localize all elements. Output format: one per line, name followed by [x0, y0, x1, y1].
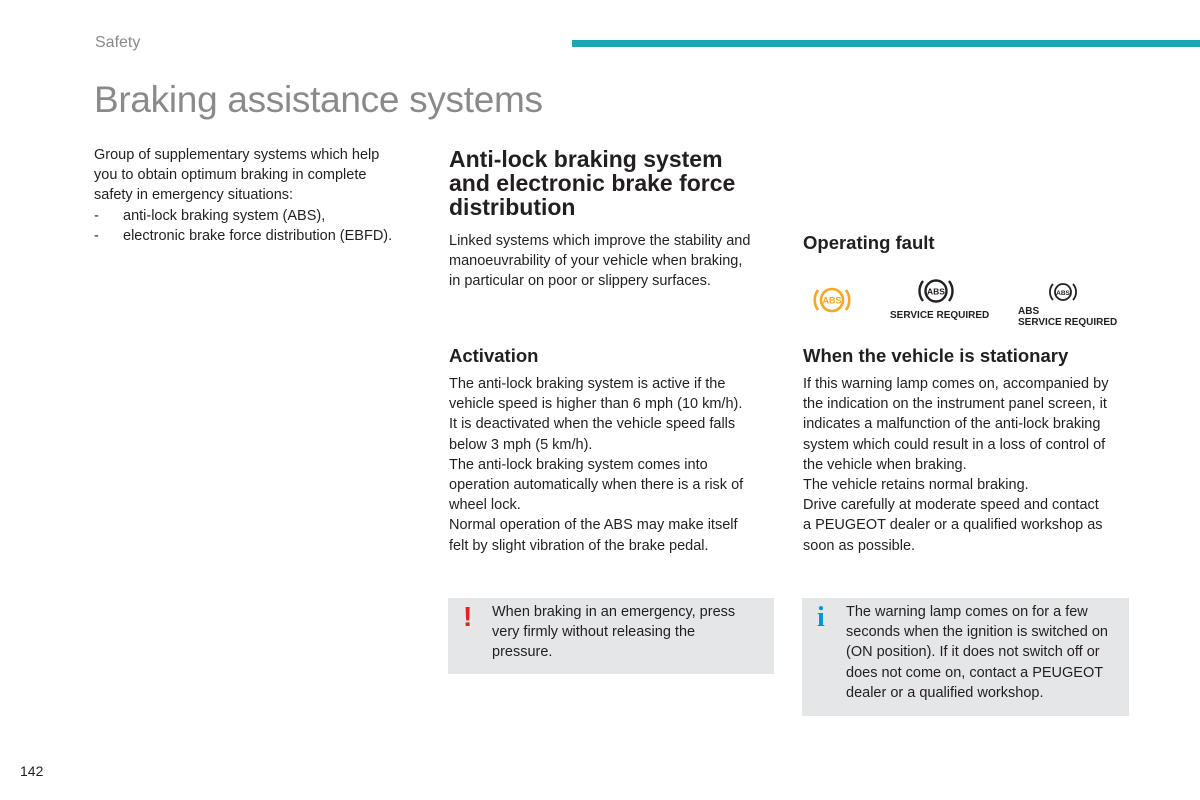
warning-note [448, 598, 774, 674]
text-line: the vehicle when braking. [803, 456, 967, 473]
list-dash: - [94, 207, 99, 224]
heading-line: and electronic brake force [449, 170, 736, 196]
intro-line: safety in emergency situations: [94, 187, 294, 204]
text-line: does not come on, contact a PEUGEOT [846, 664, 1104, 681]
text-line: If this warning lamp comes on, accompanied by [803, 376, 1109, 392]
text-line: When braking in an emergency, press [492, 604, 736, 620]
warning-note-text [492, 602, 735, 663]
text-line: The anti-lock braking system is active if the [449, 376, 726, 392]
intro-list [94, 206, 414, 246]
warning-icon: ! [463, 601, 473, 632]
lamp-caption: SERVICE REQUIRED [890, 310, 990, 321]
text-line: Normal operation of the ABS may make itself [449, 517, 738, 534]
section-label: Safety [95, 34, 141, 51]
text-line: felt by slight vibration of the brake pedal. [449, 537, 709, 554]
abs-section-heading [449, 147, 779, 219]
text-line: operation automatically when there is a risk of [449, 477, 744, 494]
lamp-label: ABS [822, 295, 842, 306]
intro-paragraph [94, 145, 414, 246]
text-line: very firmly without releasing the [492, 624, 696, 641]
info-icon: i [817, 602, 825, 633]
activation-heading: Activation [449, 345, 539, 366]
intro-line: you to obtain optimum braking in complete [94, 167, 367, 184]
text-line: below 3 mph (5 km/h). [449, 436, 593, 453]
text-line: The anti-lock braking system comes into [449, 456, 708, 473]
lamp-caption-line: ABS [1018, 306, 1040, 317]
abs-description [449, 231, 779, 292]
text-line: in particular on poor or slippery surfaces. [449, 273, 711, 290]
heading-line: distribution [449, 194, 576, 220]
header-accent-bar [572, 40, 1200, 47]
abs-warning-lamp-icon [811, 282, 853, 318]
info-note [802, 598, 1129, 716]
text-line: It is deactivated when the vehicle speed falls [449, 416, 736, 433]
lamp-caption [1018, 306, 1117, 328]
text-line: wheel lock. [449, 497, 521, 514]
text-line: indicates a malfunction of the anti-lock braking [803, 416, 1101, 433]
abs-service-lamp-icon [916, 274, 956, 308]
text-line: Drive carefully at moderate speed and contact [803, 497, 1099, 514]
text-line: The warning lamp comes on for a few [846, 604, 1088, 620]
stationary-text [803, 374, 1143, 556]
warning-lamps-row [803, 268, 1133, 333]
abs-service-lamp-small-icon [1048, 279, 1078, 305]
intro-line: Group of supplementary systems which help [94, 147, 380, 163]
text-line: a PEUGEOT dealer or a qualified workshop as [803, 517, 1103, 534]
lamp-caption-line: SERVICE REQUIRED [1018, 317, 1118, 328]
text-line: The vehicle retains normal braking. [803, 477, 1029, 494]
text-line: dealer or a qualified workshop. [846, 684, 1044, 701]
heading-line: Anti-lock braking system [449, 146, 723, 172]
page-number: 142 [20, 763, 44, 779]
list-item-text: anti-lock braking system (ABS), [123, 207, 326, 224]
info-note-text [846, 602, 1108, 703]
lamp-label: ABS [1056, 289, 1070, 297]
activation-text [449, 374, 779, 556]
operating-fault-heading: Operating fault [803, 232, 935, 253]
list-item [94, 226, 414, 246]
text-line: system which could result in a loss of control of [803, 436, 1106, 453]
text-line: manoeuvrability of your vehicle when braking, [449, 253, 743, 270]
text-line: soon as possible. [803, 537, 916, 554]
text-line: the indication on the instrument panel screen, it [803, 396, 1107, 413]
text-line: Linked systems which improve the stability and [449, 233, 751, 249]
text-line: pressure. [492, 644, 553, 661]
page-title: Braking assistance systems [94, 79, 543, 120]
list-dash: - [94, 227, 99, 244]
stationary-heading: When the vehicle is stationary [803, 345, 1069, 366]
list-item [94, 206, 414, 226]
text-line: (ON position). If it does not switch off or [846, 644, 1100, 661]
text-line: seconds when the ignition is switched on [846, 624, 1108, 641]
text-line: vehicle speed is higher than 6 mph (10 km/h). [449, 396, 743, 413]
lamp-label: ABS [927, 286, 945, 297]
list-item-text: electronic brake force distribution (EBFD). [123, 227, 393, 244]
